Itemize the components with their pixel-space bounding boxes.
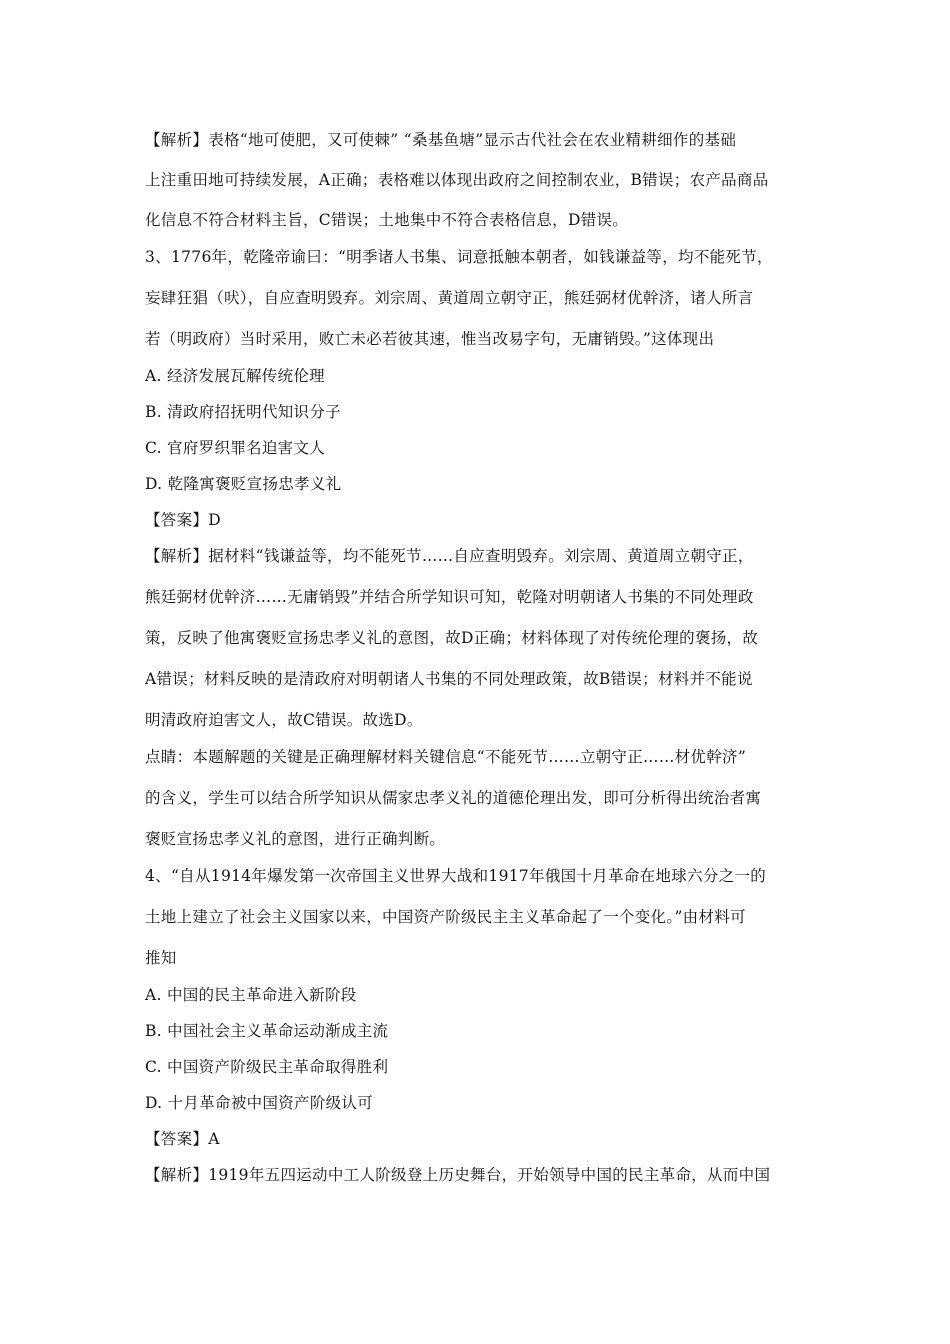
question-4-line-2: 土地上建立了社会主义国家以来，中国资产阶级民主主义革命起了一个变化。”由材料可 <box>145 908 746 926</box>
tip-q3-line-3: 褒贬宣扬忠孝义礼的意图，进行正确判断。 <box>145 830 446 848</box>
analysis-q3-line-2: 熊廷弼材优幹济……无庸销毁”并结合所学知识可知，乾隆对明朝诸人书集的不同处理政 <box>145 588 754 606</box>
question-4-line-1: 4、“自从1914年爆发第一次帝国主义世界大战和1917年俄国十月革命在地球六分之一的 <box>145 867 767 885</box>
analysis-q2-line-2: 上注重田地可持续发展，A正确；表格难以体现出政府之间控制农业，B错误；农产品商品 <box>145 171 769 189</box>
q4-option-a: A. 中国的民主革命进入新阶段 <box>145 986 357 1004</box>
analysis-q3-line-5: 明清政府迫害文人，故C错误。故选D。 <box>145 711 423 729</box>
analysis-q2-line-3: 化信息不符合材料主旨，C错误；土地集中不符合表格信息，D错误。 <box>145 211 629 229</box>
question-3-line-3: 若（明政府）当时采用，败亡未必若彼其速，惟当改易字句，无庸销毁。”这体现出 <box>145 330 715 348</box>
analysis-q3-line-3: 策，反映了他寓褒贬宣扬忠孝义礼的意图，故D正确；材料体现了对传统伦理的褒扬，故 <box>145 629 759 647</box>
analysis-q3-line-1: 【解析】据材料“钱谦益等，均不能死节……自应查明毁弃。刘宗周、黄道周立朝守正， <box>145 547 754 565</box>
q3-option-c: C. 官府罗织罪名迫害文人 <box>145 439 326 457</box>
q3-option-a: A. 经济发展瓦解传统伦理 <box>145 367 325 385</box>
tip-q3-line-2: 的含义，学生可以结合所学知识从儒家忠孝义礼的道德伦理出发，即可分析得出统治者寓 <box>145 789 762 807</box>
q3-option-b: B. 清政府招抚明代知识分子 <box>145 403 341 421</box>
tip-q3-line-1: 点睛：本题解题的关键是正确理解材料关键信息“不能死节……立朝守正……材优幹济” <box>145 748 747 766</box>
analysis-q3-line-4: A错误；材料反映的是清政府对明朝诸人书集的不同处理政策，故B错误；材料并不能说 <box>145 670 753 688</box>
question-3-line-1: 3、1776年，乾隆帝谕曰：“明季诸人书集、词意抵触本朝者，如钱谦益等，均不能死节， <box>145 248 773 266</box>
q3-option-d: D. 乾隆寓褒贬宣扬忠孝义礼 <box>145 475 342 493</box>
question-4-line-3: 推知 <box>145 949 177 967</box>
q3-answer: 【答案】D <box>145 511 221 529</box>
q4-answer: 【答案】A <box>145 1130 220 1148</box>
q4-option-d: D. 十月革命被中国资产阶级认可 <box>145 1094 374 1112</box>
analysis-q2-line-1: 【解析】表格“地可使肥，又可使棘” “桑基鱼塘”显示古代社会在农业精耕细作的基础 <box>145 131 737 149</box>
analysis-q4-line-1: 【解析】1919年五四运动中工人阶级登上历史舞台，开始领导中国的民主革命，从而中国 <box>145 1166 771 1184</box>
question-3-line-2: 妄肆狂猖（吠），自应查明毁弃。刘宗周、黄道周立朝守正，熊廷弼材优幹济，诸人所言 <box>145 289 754 307</box>
q4-option-b: B. 中国社会主义革命运动渐成主流 <box>145 1022 389 1040</box>
q4-option-c: C. 中国资产阶级民主革命取得胜利 <box>145 1058 389 1076</box>
